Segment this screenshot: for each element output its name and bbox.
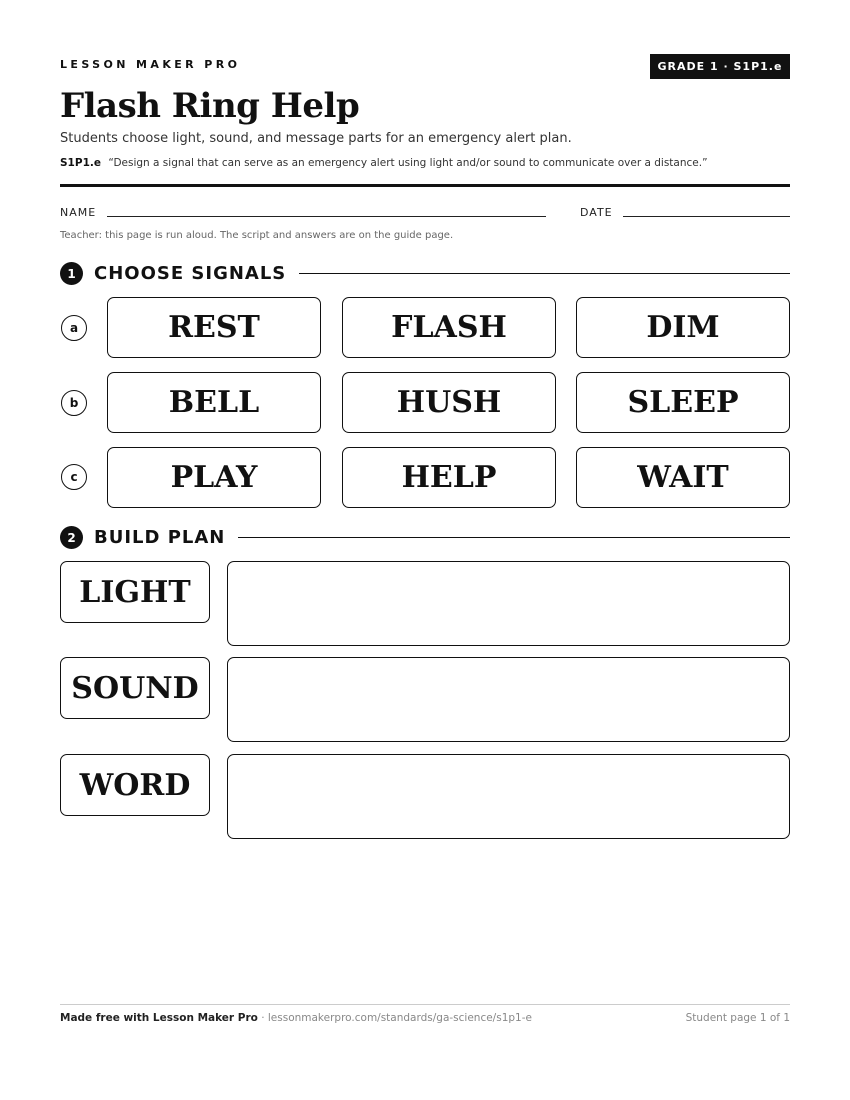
standard-text: “Design a signal that can serve as an emergency alert using light and/or sound to communicate over a distance.” <box>108 157 708 169</box>
standard-code: S1P1.e <box>60 157 101 169</box>
footer-credit <box>60 1012 532 1024</box>
section-rule <box>238 537 790 539</box>
plan-label-sound: SOUND <box>60 657 210 719</box>
word-card-wait[interactable]: WAIT <box>576 447 790 508</box>
word-card-rest[interactable]: REST <box>107 297 321 358</box>
plan-label-light: LIGHT <box>60 561 210 623</box>
footer-url[interactable]: · lessonmakerpro.com/standards/ga-science/s1p1-e <box>257 1012 532 1024</box>
section-rule <box>299 273 790 275</box>
section-choose-signals <box>60 262 790 285</box>
page-subtitle: Students choose light, sound, and message parts for an emergency alert plan. <box>60 131 572 146</box>
teacher-note: Teacher: this page is run aloud. The script and answers are on the guide page. <box>60 230 454 241</box>
word-card-dim[interactable]: DIM <box>576 297 790 358</box>
brand-name: LESSON MAKER PRO <box>60 58 241 71</box>
standard-statement <box>60 157 708 169</box>
footer-made-with: Made free with Lesson Maker Pro <box>60 1012 258 1024</box>
row-letter-a: a <box>61 315 87 341</box>
date-label: DATE <box>580 206 613 219</box>
word-card-flash[interactable]: FLASH <box>342 297 556 358</box>
section-number-badge: 1 <box>60 262 83 285</box>
plan-label-word: WORD <box>60 754 210 816</box>
row-letter-b: b <box>61 390 87 416</box>
date-field[interactable] <box>623 216 790 217</box>
section-number-badge: 2 <box>60 526 83 549</box>
word-card-help[interactable]: HELP <box>342 447 556 508</box>
row-letter-c: c <box>61 464 87 490</box>
grade-badge: GRADE 1 · S1P1.e <box>650 54 790 79</box>
footer-divider <box>60 1004 790 1005</box>
section-title: BUILD PLAN <box>94 527 226 548</box>
plan-answer-box-sound[interactable] <box>227 657 790 742</box>
footer-page-number: Student page 1 of 1 <box>685 1012 790 1024</box>
header-divider <box>60 184 790 187</box>
word-card-bell[interactable]: BELL <box>107 372 321 433</box>
word-card-play[interactable]: PLAY <box>107 447 321 508</box>
page-title: Flash Ring Help <box>60 86 360 126</box>
word-card-hush[interactable]: HUSH <box>342 372 556 433</box>
name-field[interactable] <box>107 216 546 217</box>
name-label: NAME <box>60 206 97 219</box>
section-build-plan <box>60 526 790 549</box>
plan-answer-box-light[interactable] <box>227 561 790 646</box>
section-title: CHOOSE SIGNALS <box>94 263 287 284</box>
plan-answer-box-word[interactable] <box>227 754 790 839</box>
word-card-sleep[interactable]: SLEEP <box>576 372 790 433</box>
